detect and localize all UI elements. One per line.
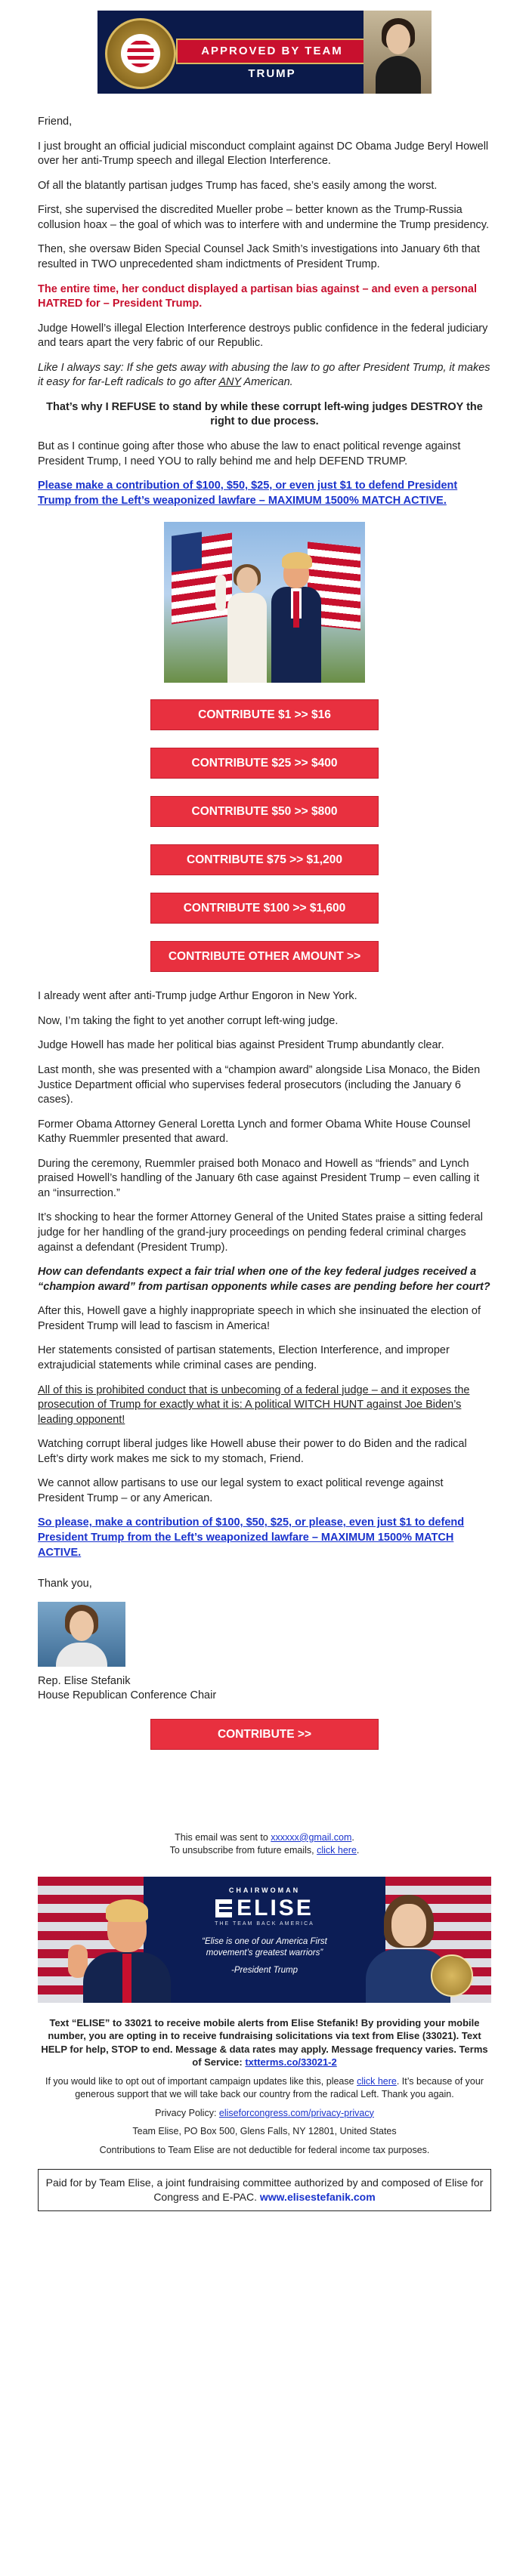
footer-banner[interactable] bbox=[38, 1877, 491, 2003]
privacy-link[interactable]: eliseforcongress.com/privacy-privacy bbox=[218, 2107, 374, 2118]
paragraph: Her statements consisted of partisan statements, Election Interference, and improper extrajudicial statements while criminal cases are pending. bbox=[38, 1344, 450, 1371]
paragraph: It’s shocking to hear the former Attorney General of the United States praise a sitting federal judge for her handling of the grand-jury proceedings on pending federal criminal charges against a defendant (President Trump). bbox=[38, 1211, 483, 1254]
paragraph: After this, Howell gave a highly inappropriate speech in which she insinuated the election of President Trump will lead to fascism in America! bbox=[38, 1305, 481, 1332]
unsubscribe-line: To unsubscribe from future emails, click here. bbox=[169, 1844, 360, 1856]
banner-quote: “Elise is one of our America First movement’s greatest warriors” bbox=[202, 1937, 327, 1958]
team-trump-seal-icon bbox=[105, 18, 176, 89]
paragraph: Judge Howell has made her political bias against President Trump abundantly clear. bbox=[38, 1039, 444, 1052]
mailing-address: Team Elise, PO Box 500, Glens Falls, NY 12801, United States bbox=[132, 2126, 397, 2137]
terms-link[interactable]: txtterms.co/33021-2 bbox=[245, 2056, 337, 2069]
paragraph: Of all the blatantly partisan judges Trump has faced, she’s easily among the worst. bbox=[38, 179, 438, 192]
contribute-25-button[interactable]: CONTRIBUTE $25 >> $400 bbox=[150, 748, 379, 779]
contribute-1-button[interactable]: CONTRIBUTE $1 >> $16 bbox=[150, 699, 379, 730]
paragraph: I already went after anti-Trump judge Arthur Engoron in New York. bbox=[38, 990, 357, 1003]
final-contribute-button[interactable]: CONTRIBUTE >> bbox=[150, 1719, 379, 1750]
paragraph: During the ceremony, Ruemmler praised both Monaco and Howell as “friends” and Lynch praised Howell’s handling of the January 6th case against President Trump – even calling it an “insurrection.” bbox=[38, 1157, 480, 1199]
tax-notice: Contributions to Team Elise are not deductible for federal income tax purposes. bbox=[99, 2145, 430, 2156]
signature-name: Rep. Elise Stefanik bbox=[38, 1674, 131, 1687]
paragraph: Judge Howell’s illegal Election Interference destroys public confidence in the federal judiciary and tears apart the very fabric of our Republic. bbox=[38, 322, 488, 350]
header-banner[interactable] bbox=[97, 11, 432, 94]
sign-off: Thank you, bbox=[38, 1578, 92, 1590]
contribution-buttons bbox=[38, 699, 491, 972]
stefanik-figure bbox=[224, 567, 270, 683]
centered-callout: That’s why I REFUSE to stand by while these corrupt left-wing judges DESTROY the right to due process. bbox=[46, 400, 483, 428]
paragraph: Then, she oversaw Biden Special Counsel Jack Smith’s investigations into January 6th that resulted in TWO unprecedented sham indictments of President Trump. bbox=[38, 243, 480, 270]
email-body bbox=[38, 11, 491, 2211]
unsubscribe-link[interactable]: click here bbox=[317, 1844, 357, 1856]
underlined-paragraph: All of this is prohibited conduct that is unbecoming of a federal judge – and it exposes the prosecution of Trump for exactly what it is: A political WITCH HUNT against Joe Biden’s leading opponent! bbox=[38, 1384, 470, 1426]
paragraph: Now, I’m taking the fight to yet another corrupt left-wing judge. bbox=[38, 1014, 339, 1027]
sent-to-line: This email was sent to xxxxxx@gmail.com. bbox=[175, 1831, 354, 1843]
privacy-line: Privacy Policy: eliseforcongress.com/privacy-privacy bbox=[155, 2107, 374, 2118]
question-paragraph: How can defendants expect a fair trial when one of the key federal judges received a “champion award” from partisan opponents while cases are pending before her court? bbox=[38, 1266, 490, 1293]
approved-badge: APPROVED BY TEAM TRUMP bbox=[176, 39, 368, 64]
paragraph: Last month, she was presented with a “champion award” alongside Lisa Monaco, the Biden Justice Department official who supervises federal prosecutors (including the January 6 cases). bbox=[38, 1063, 481, 1106]
highlight-paragraph: The entire time, her conduct displayed a partisan bias against – and even a personal HATRED for – President Trump. bbox=[38, 282, 477, 310]
contribute-50-button[interactable]: CONTRIBUTE $50 >> $800 bbox=[150, 796, 379, 827]
approved-seal-icon bbox=[431, 1954, 473, 1997]
website-link[interactable]: www.elisestefanik.com bbox=[259, 2191, 376, 2204]
campaign-photo[interactable] bbox=[164, 522, 365, 683]
contribute-link[interactable]: Please make a contribution of $100, $50, $25, or even just $1 to defend President Trump from the Left’s weaponized lawfare – MAXIMUM 1500% MATCH ACTIVE. bbox=[38, 480, 458, 507]
header-portrait bbox=[363, 11, 432, 94]
optout-notice: If you would like to opt out of important campaign updates like this, please click here. It’s because of your generous support that we will take back our country from the radical Left. Thank you again. bbox=[45, 2075, 484, 2099]
paragraph: I just brought an official judicial misconduct complaint against DC Obama Judge Beryl Howell over her anti-Trump speech and illegal Election Interference. bbox=[38, 140, 489, 168]
paragraph: Former Obama Attorney General Loretta Lynch and former Obama White House Counsel Kathy Ruemmler presented that award. bbox=[38, 1118, 471, 1146]
paragraph: But as I continue going after those who abuse the law to enact political revenge against President Trump, I need YOU to rally behind me and help DEFEND TRUMP. bbox=[38, 440, 461, 467]
recipient-email-link[interactable]: xxxxxx@gmail.com bbox=[271, 1831, 352, 1843]
paragraph: First, she supervised the discredited Mueller probe – better known as the Trump-Russia collusion hoax – the goal of which was to interfere with and undermine the Trump presidency. bbox=[38, 204, 489, 231]
paragraph: Watching corrupt liberal judges like Howell abuse their power to do Biden and the radical Left’s dirty work makes me sick to my stomach, Friend. bbox=[38, 1438, 467, 1465]
paid-for-disclaimer: Paid for by Team Elise, a joint fundraising committee authorized by and composed of Elise for Congress and E-PAC. www.elisestefanik.com bbox=[38, 2169, 491, 2211]
contribute-100-button[interactable]: CONTRIBUTE $100 >> $1,600 bbox=[150, 893, 379, 924]
cta-paragraph bbox=[38, 1516, 491, 1560]
signature-photo bbox=[38, 1602, 125, 1667]
greeting: Friend, bbox=[38, 116, 73, 128]
italic-paragraph: Like I always say: If she gets away with abusing the law to go after President Trump, it makes it easy for far-Left radicals to go after ANY American. bbox=[38, 361, 490, 389]
contribute-75-button[interactable]: CONTRIBUTE $75 >> $1,200 bbox=[150, 844, 379, 875]
contribute-other-button[interactable]: CONTRIBUTE OTHER AMOUNT >> bbox=[150, 941, 379, 972]
trump-figure bbox=[270, 552, 323, 683]
banner-text: CHAIRWOMAN ELISE THE TEAM BACK AMERICA “Elise is one of our America First movement’s greatest warriors” -President Trump bbox=[200, 1884, 329, 1998]
cta-paragraph bbox=[38, 479, 491, 508]
optout-link[interactable]: click here bbox=[357, 2075, 397, 2087]
contribute-link[interactable]: So please, make a contribution of $100, $50, $25, or please, even just $1 to defend President Trump from the Left’s weaponized lawfare – MAXIMUM 1500% MATCH ACTIVE. bbox=[38, 1516, 465, 1559]
text-optin-notice: Text “ELISE” to 33021 to receive mobile alerts from Elise Stefanik! By providing your mobile number, you are opting in to receive fundraising solicitations via text from Elise (33021). Text HELP for help, STOP to end. Message & data rates may apply. Message frequency varies. Terms of Service: txtterms.co/33021-2 bbox=[41, 2016, 488, 2069]
paragraph: We cannot allow partisans to use our legal system to exact political revenge against President Trump – or any American. bbox=[38, 1477, 444, 1504]
signature-title: House Republican Conference Chair bbox=[38, 1689, 217, 1702]
elise-logo-icon bbox=[215, 1899, 232, 1917]
trump-figure bbox=[68, 1892, 181, 2003]
banner-attribution: -President Trump bbox=[231, 1966, 298, 1976]
